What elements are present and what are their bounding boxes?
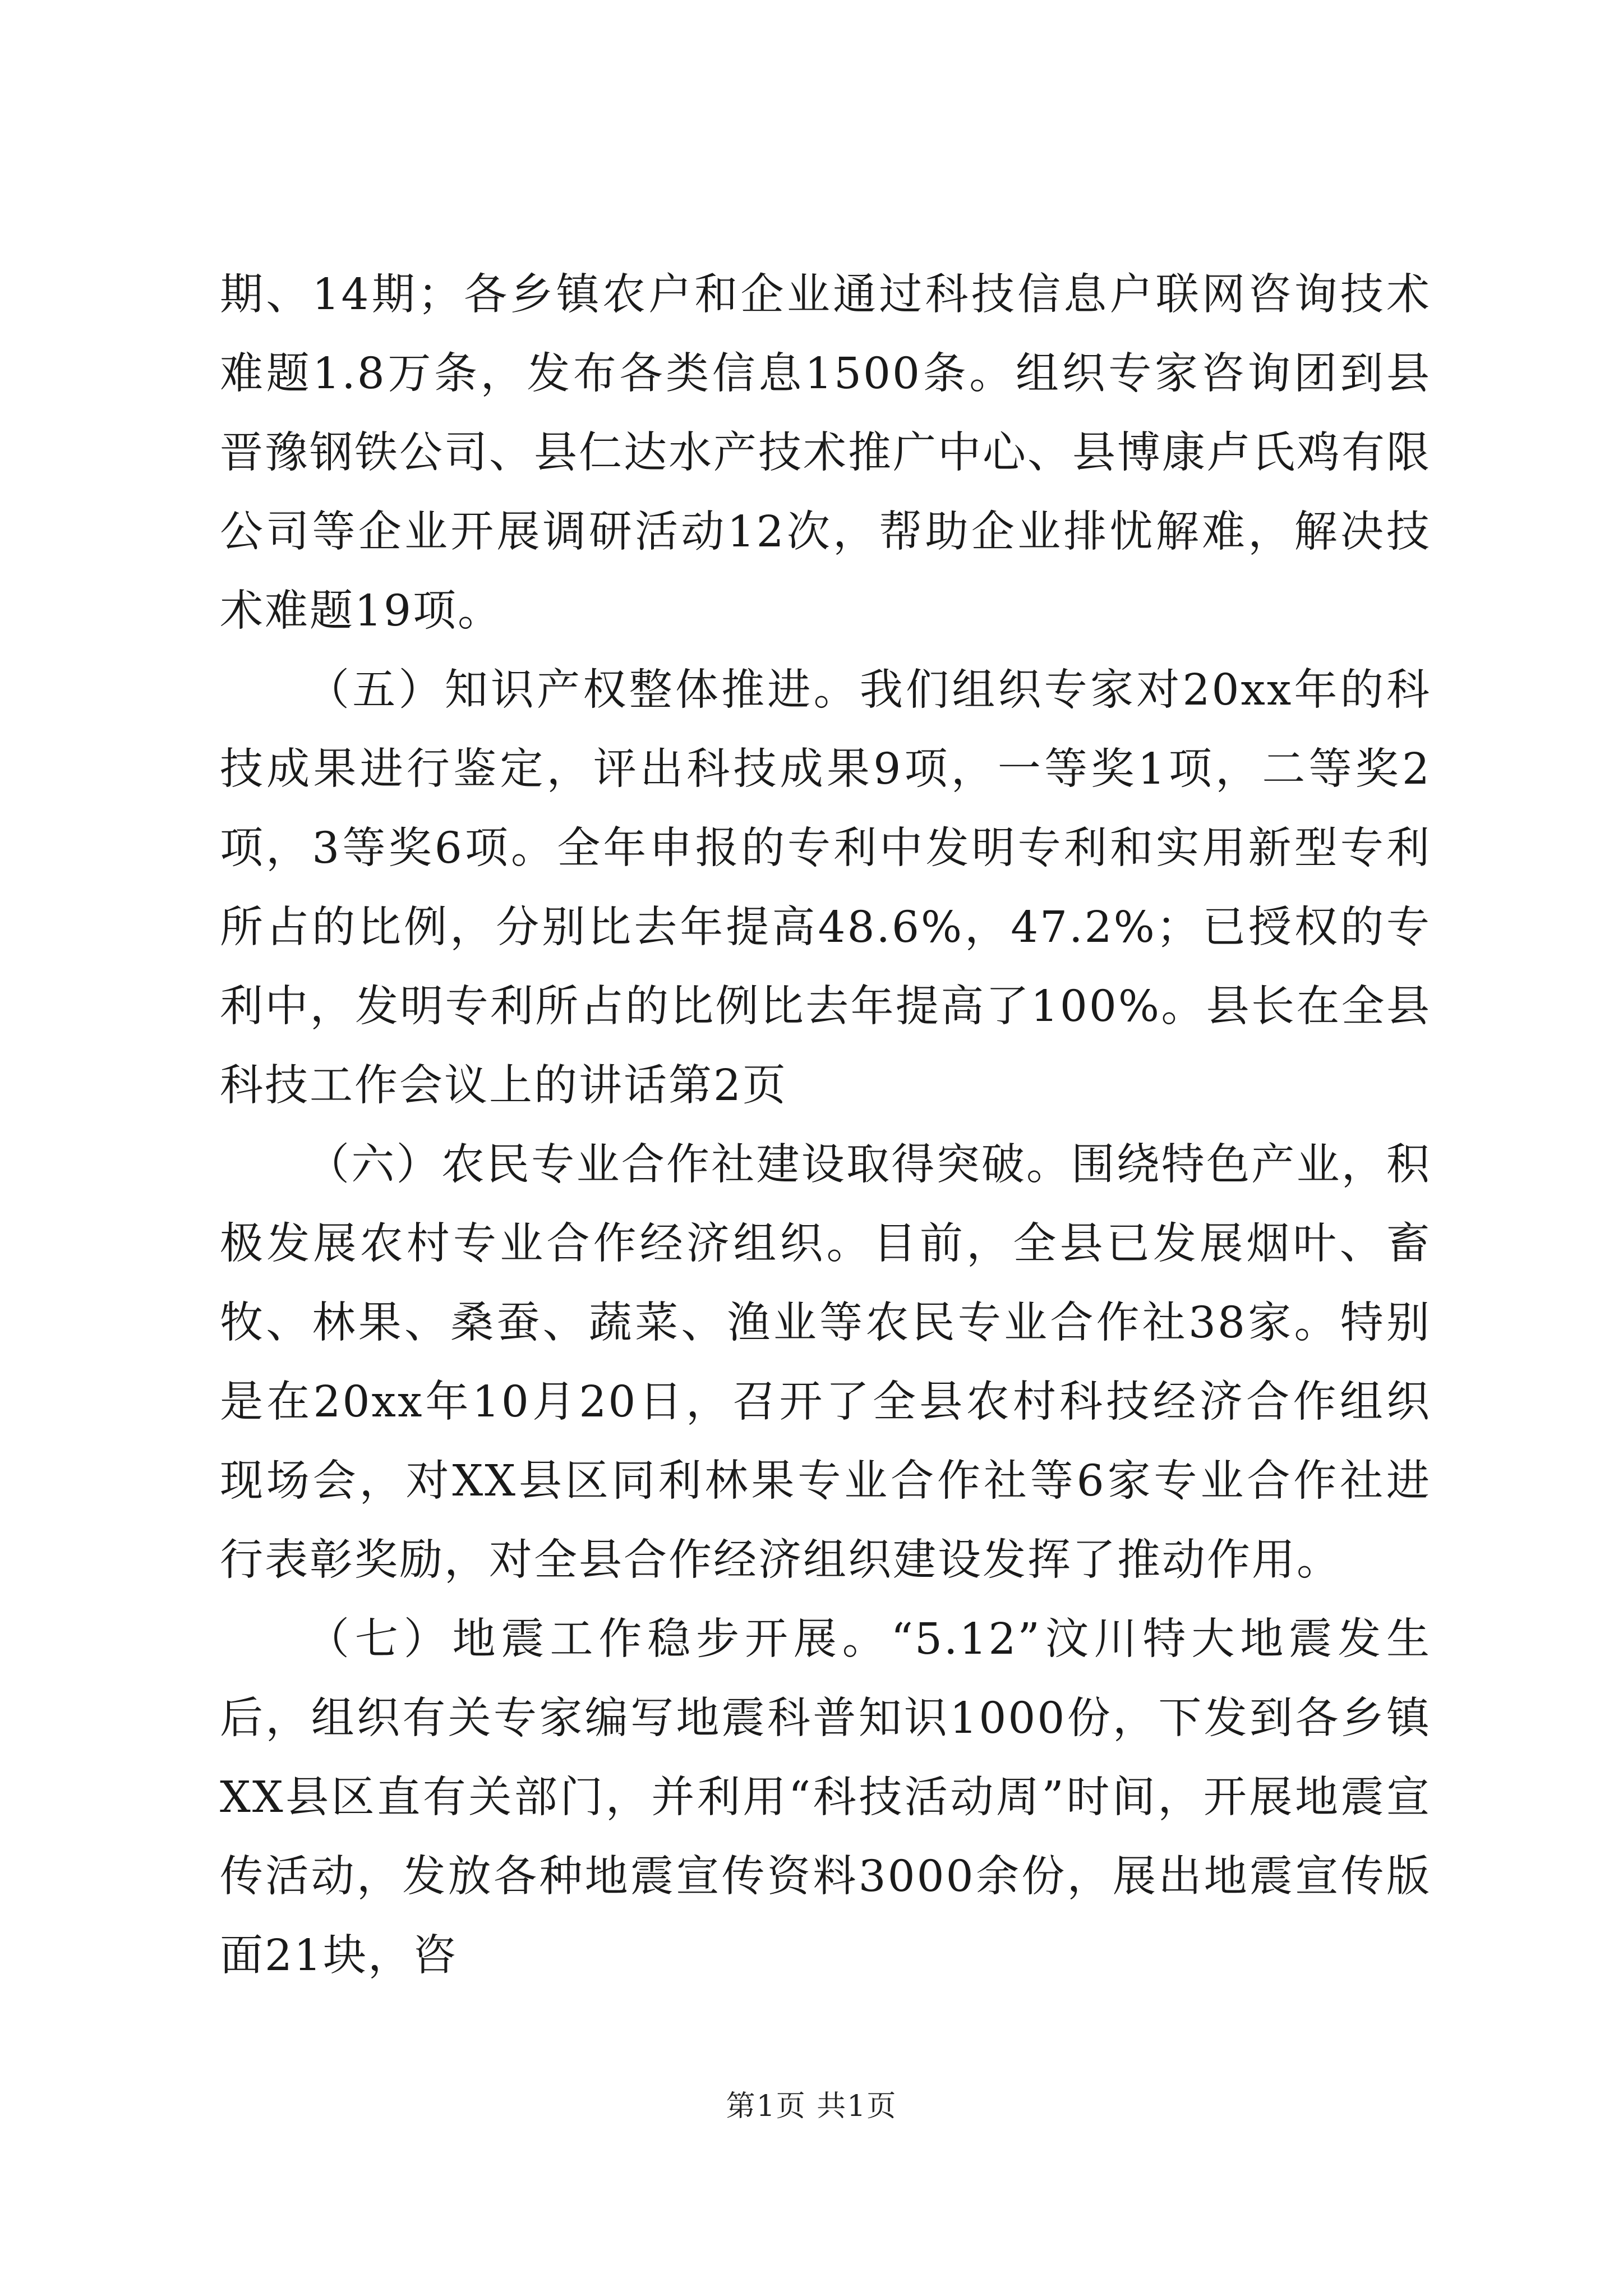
paragraph-section-6: （六）农民专业合作社建设取得突破。围绕特色产业，积极发展农村专业合作经济组织。目前，全县已发展烟叶、畜牧、林果、桑蚕、蔬菜、渔业等农民专业合作社38家。特别是在20xx年10月20日，召开了全县农村科技经济合作组织现场会，对XX县区同利林果专业合作社等6家专业合作社进行表彰奖励，对全县合作经济组织建设发挥了推动作用。 xyxy=(220,1140,1431,1585)
paragraph-continuation: 期、14期；各乡镇农户和企业通过科技信息户联网咨询技术难题1.8万条，发布各类信息1500条。组织专家咨询团到县晋豫钢铁公司、县仁达水产技术推广中心、县博康卢氏鸡有限公司等企业开展调研活动12次，帮助企业排忧解难，解决技术难题19项。 xyxy=(220,270,1431,636)
paragraph-section-5: （五）知识产权整体推进。我们组织专家对20xx年的科技成果进行鉴定，评出科技成果9项，一等奖1项，二等奖2项，3等奖6项。全年申报的专利中发明专利和实用新型专利所占的比例，分别比去年提高48.6%，47.2%；已授权的专利中，发明专利所占的比例比去年提高了100%。县长在全县科技工作会议上的讲话第2页 xyxy=(220,665,1431,1111)
document-body xyxy=(220,255,1431,1995)
page-footer: 第1页 共1页 xyxy=(726,2090,897,2123)
paragraph-section-7: （七）地震工作稳步开展。“5.12”汶川特大地震发生后，组织有关专家编写地震科普知识1000份，下发到各乡镇XX县区直有关部门，并利用“科技活动周”时间，开展地震宣传活动，发放各种地震宣传资料3000余份，展出地震宣传版面21块，咨 xyxy=(220,1614,1431,1981)
